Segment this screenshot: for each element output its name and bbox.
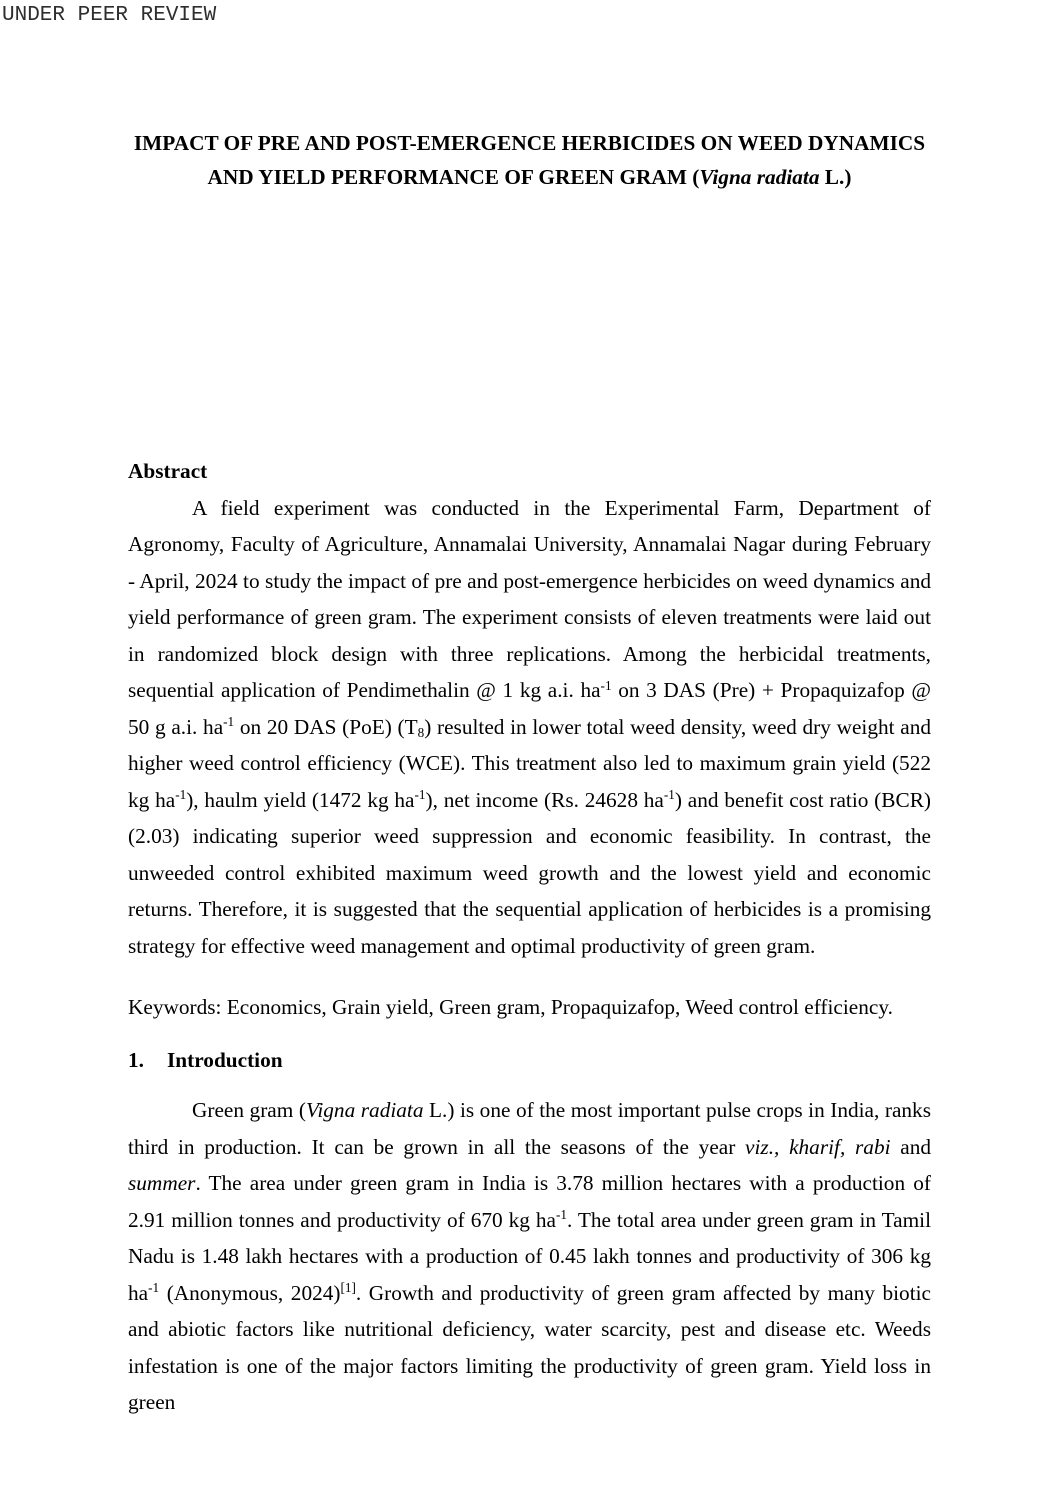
abstract-heading: Abstract xyxy=(128,459,208,483)
introduction-number: 1. xyxy=(128,1047,144,1072)
introduction-paragraph: Green gram (Vigna radiata L.) is one of the most important pulse crops in India, ranks third in production. It can be grown in all the seasons of the year viz., kharif, rabi and summer. The area under green gram in India is 3.78 million hectares with a production of 2.91 million tonnes and productivity of 670 kg $ha^{-1}$. The total area under green gram in Tamil Nadu is 1.48 lakh hectares with a production of 0.45 lakh tonnes and productivity of 306 kg $ha^{-1}$ (Anonymous, 2024)[1]. Growth and productivity of green gram affected by many biotic and abiotic factors like nutritional deficiency, water scarcity, pest and disease etc. Weeds infestation is one of the major factors limiting the productivity of green gram. Yield loss in green xyxy=(128,1098,932,1414)
paper-title: IMPACT OF PRE AND POST-EMERGENCE HERBICIDES ON WEED DYNAMICS AND YIELD PERFORMANCE OF GREEN GRAM (Vigna radiata L.) xyxy=(133,131,926,189)
introduction-heading-label: Introduction xyxy=(167,1047,283,1072)
page-content xyxy=(128,0,931,1421)
introduction-heading xyxy=(128,1042,931,1079)
peer-review-banner: UNDER PEER REVIEW xyxy=(2,4,217,27)
keywords-line: Keywords: Economics, Grain yield, Green gram, Propaquizafop, Weed control efficiency. xyxy=(128,995,893,1019)
abstract-paragraph: A field experiment was conducted in the Experimental Farm, Department of Agronomy, Faculty of Agriculture, Annamalai University, Annamalai Nagar during February - April, 2024 to study the impact of pre and post-emergence herbicides on weed dynamics and yield performance of green gram. The experiment consists of eleven treatments were laid out in randomized block design with three replications. Among the herbicidal treatments, sequential application of Pendimethalin @ 1 kg a.i. $ha^{-1}$ on 3 DAS (Pre) + Propaquizafop @ 50 g a.i. $ha^{-1}$ on 20 DAS (PoE) $(T_8)$ resulted in lower total weed density, weed dry weight and higher weed control efficiency (WCE). This treatment also led to maximum grain yield (522 kg $ha^{-1}$), haulm yield (1472 kg $ha^{-1}$), net income (Rs. 24628 $ha^{-1}$) and benefit cost ratio (BCR) (2.03) indicating superior weed suppression and economic feasibility. In contrast, the unweeded control exhibited maximum weed growth and the lowest yield and economic returns. Therefore, it is suggested that the sequential application of herbicides is a promising strategy for effective weed management and optimal productivity of green gram. xyxy=(128,495,932,958)
